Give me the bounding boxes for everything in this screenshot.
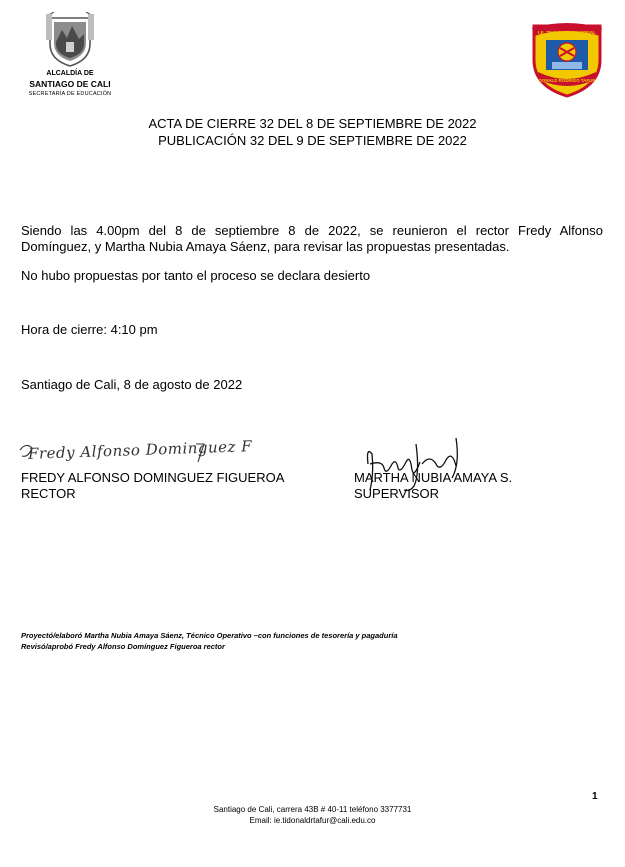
rector-role: RECTOR: [21, 486, 76, 501]
footer-email: Email: ie.tidonaldrtafur@cali.edu.co: [249, 816, 376, 825]
logo-line-secretaria: SECRETARÍA DE EDUCACIÓN: [28, 91, 112, 97]
logo-text-top: I.E. TECNICO INDUSTRIAL: [538, 30, 596, 35]
document-title: ACTA DE CIERRE 32 DEL 8 DE SEPTIEMBRE DE 2022: [148, 116, 477, 131]
credits-prepared-by: Proyectó/elaboró Martha Nubia Amaya Sáenz, Técnico Operativo –con funciones de tesorería y pagaduría: [21, 631, 398, 640]
school-shield-icon: [530, 20, 604, 98]
logo-line-alcaldia: ALCALDÍA DE: [46, 70, 94, 77]
logo-text-bottom: DONALD RODRIGO TAFUR: [538, 78, 596, 83]
school-shield-logo: [530, 20, 604, 98]
rector-name: FREDY ALFONSO DOMINGUEZ FIGUEROA: [21, 470, 285, 485]
credits-approved-by: Revisó/aprobó Fredy Alfonso Domínguez Figueroa rector: [21, 642, 225, 651]
closing-time: Hora de cierre: 4:10 pm: [21, 322, 158, 337]
alcaldia-logo: [20, 12, 120, 98]
paragraph-meeting-line1: Siendo las 4.00pm del 8 de septiembre 8 de 2022, se reunieron el rector Fredy Alfonso: [21, 223, 603, 238]
rector-signature-strokes: [18, 440, 218, 470]
logo-line-santiago: SANTIAGO DE CALI: [29, 79, 111, 89]
publication-title: PUBLICACIÓN 32 DEL 9 DE SEPTIEMBRE DE 2022: [158, 133, 467, 148]
footer-address: Santiago de Cali, carrera 43B # 40-11 teléfono 3377731: [213, 805, 412, 814]
cali-crest-icon: [44, 12, 96, 68]
place-date: Santiago de Cali, 8 de agosto de 2022: [21, 377, 243, 392]
supervisor-role: SUPERVISOR: [354, 486, 440, 501]
paragraph-meeting-line2: Domínguez, y Martha Nubia Amaya Sáenz, para revisar las propuestas presentadas.: [21, 239, 510, 254]
supervisor-name: MARTHA NUBIA AMAYA S.: [354, 470, 513, 485]
paragraph-no-proposals: No hubo propuestas por tanto el proceso se declara desierto: [21, 268, 371, 283]
page-number: 1: [592, 791, 598, 802]
rector-signature: Fredy Alfonso Dominguez F: [27, 437, 253, 463]
